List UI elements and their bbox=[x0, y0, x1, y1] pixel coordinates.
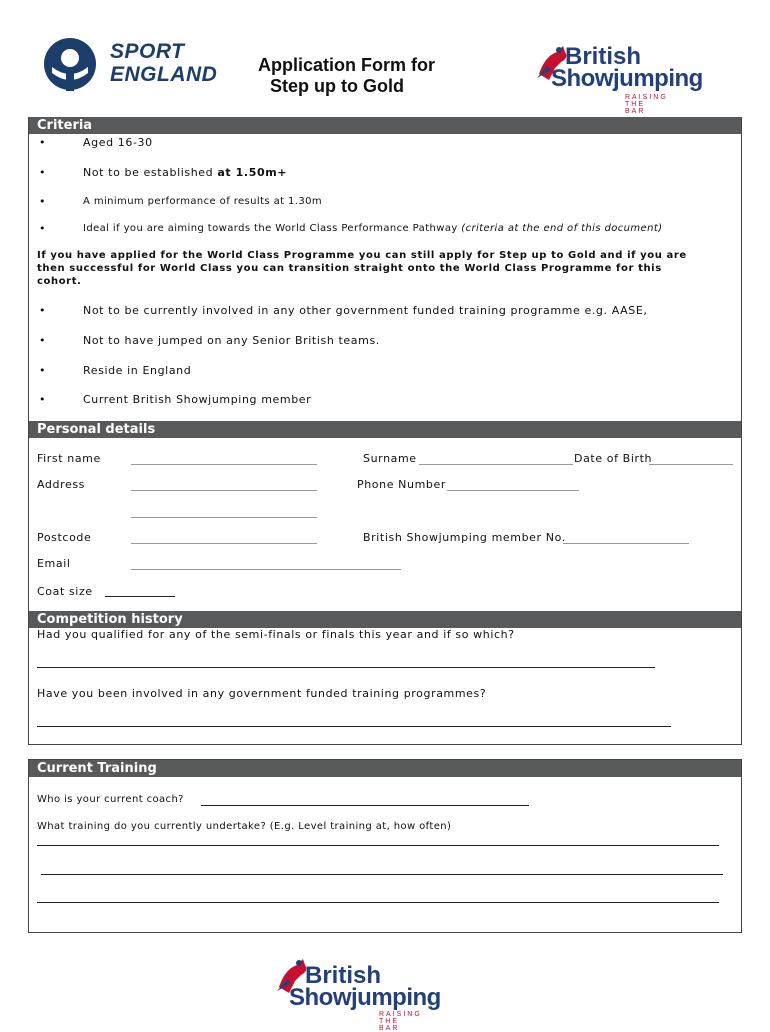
bullet: • bbox=[39, 364, 46, 377]
training-answer-line1[interactable] bbox=[37, 845, 719, 846]
bullet: • bbox=[39, 222, 46, 235]
training-question: What training do you currently undertake? (E.g. Level training at, how often) bbox=[37, 821, 452, 832]
title-line1: Application Form for bbox=[258, 55, 435, 75]
bullet: • bbox=[39, 166, 46, 179]
member-no-label: British Showjumping member No. bbox=[363, 531, 566, 544]
criteria-item: Current British Showjumping member bbox=[83, 393, 312, 406]
first-name-label: First name bbox=[37, 452, 101, 465]
sport-england-emblem-icon bbox=[42, 37, 104, 93]
note-line: then successful for World Class you can transition straight onto the World Class Programme for this bbox=[37, 263, 662, 274]
surname-field[interactable] bbox=[419, 464, 573, 465]
competition-answer1-field[interactable] bbox=[37, 667, 655, 668]
bullet: • bbox=[39, 393, 46, 406]
address-label: Address bbox=[37, 478, 86, 491]
bs-word-showjumping: Showjumping bbox=[289, 984, 441, 1011]
criteria-item: Ideal if you are aiming towards the World Class Performance Pathway (criteria at the end of this document) bbox=[83, 223, 663, 234]
bullet: • bbox=[39, 195, 46, 208]
postcode-label: Postcode bbox=[37, 531, 92, 544]
competition-history-heading: Competition history bbox=[29, 611, 741, 628]
training-answer-line2[interactable] bbox=[41, 874, 723, 875]
bs-tagline: RAISING THE BAR bbox=[625, 94, 668, 115]
current-training-section bbox=[28, 759, 742, 933]
address-field-line2[interactable] bbox=[131, 517, 317, 518]
personal-details-section bbox=[28, 421, 742, 611]
sport-england-line1: SPORT bbox=[110, 40, 185, 63]
competition-answer2-field[interactable] bbox=[37, 726, 671, 727]
criteria-heading: Criteria bbox=[29, 117, 741, 134]
dob-field[interactable] bbox=[649, 464, 733, 465]
coach-question: Who is your current coach? bbox=[37, 794, 184, 805]
coach-answer-field[interactable] bbox=[201, 805, 529, 806]
bs-tagline: RAISING THE BAR bbox=[379, 1011, 422, 1032]
criteria-item-italic: (criteria at the end of this document) bbox=[461, 223, 663, 234]
criteria-item: Aged 16-30 bbox=[83, 136, 153, 149]
first-name-field[interactable] bbox=[131, 464, 317, 465]
criteria-item: Not to be established at 1.50m+ bbox=[83, 166, 288, 179]
sport-england-line2: ENGLAND bbox=[110, 63, 218, 86]
criteria-section bbox=[28, 117, 742, 421]
bs-word-british: British bbox=[565, 43, 642, 70]
bs-word-british: British bbox=[305, 962, 382, 989]
bs-word-showjumping: Showjumping bbox=[551, 65, 703, 92]
address-field-line1[interactable] bbox=[131, 490, 317, 491]
training-answer-line3[interactable] bbox=[37, 902, 719, 903]
competition-history-section bbox=[28, 611, 742, 745]
competition-question2: Have you been involved in any government funded training programmes? bbox=[37, 687, 487, 700]
postcode-field[interactable] bbox=[131, 543, 317, 544]
coat-size-label: Coat size bbox=[37, 585, 93, 598]
criteria-item: A minimum performance of results at 1.30m bbox=[83, 196, 323, 207]
bullet: • bbox=[39, 334, 46, 347]
phone-field[interactable] bbox=[447, 490, 579, 491]
sport-england-wordmark bbox=[110, 40, 217, 86]
email-field[interactable] bbox=[131, 569, 401, 570]
phone-label: Phone Number bbox=[357, 478, 446, 491]
note-line: cohort. bbox=[37, 276, 82, 287]
current-training-heading: Current Training bbox=[29, 760, 741, 777]
title-line2: Step up to Gold bbox=[270, 76, 404, 96]
competition-question1: Had you qualified for any of the semi-finals or finals this year and if so which? bbox=[37, 628, 515, 641]
criteria-item: Reside in England bbox=[83, 364, 192, 377]
personal-details-heading: Personal details bbox=[29, 421, 741, 438]
criteria-item: Not to be currently involved in any other government funded training programme e.g. AASE, bbox=[83, 304, 648, 317]
email-label: Email bbox=[37, 557, 71, 570]
coat-size-field[interactable] bbox=[105, 596, 175, 597]
bullet: • bbox=[39, 136, 46, 149]
page-title bbox=[258, 55, 435, 97]
surname-label: Surname bbox=[363, 452, 417, 465]
note-line: If you have applied for the World Class Programme you can still apply for Step up to Gold and if you are bbox=[37, 250, 687, 261]
criteria-item: Not to have jumped on any Senior British teams. bbox=[83, 334, 380, 347]
bullet: • bbox=[39, 304, 46, 317]
world-class-note bbox=[37, 249, 732, 288]
criteria-item-bold: at 1.50m+ bbox=[217, 166, 288, 179]
member-no-field[interactable] bbox=[563, 543, 689, 544]
dob-label: Date of Birth bbox=[574, 452, 653, 465]
